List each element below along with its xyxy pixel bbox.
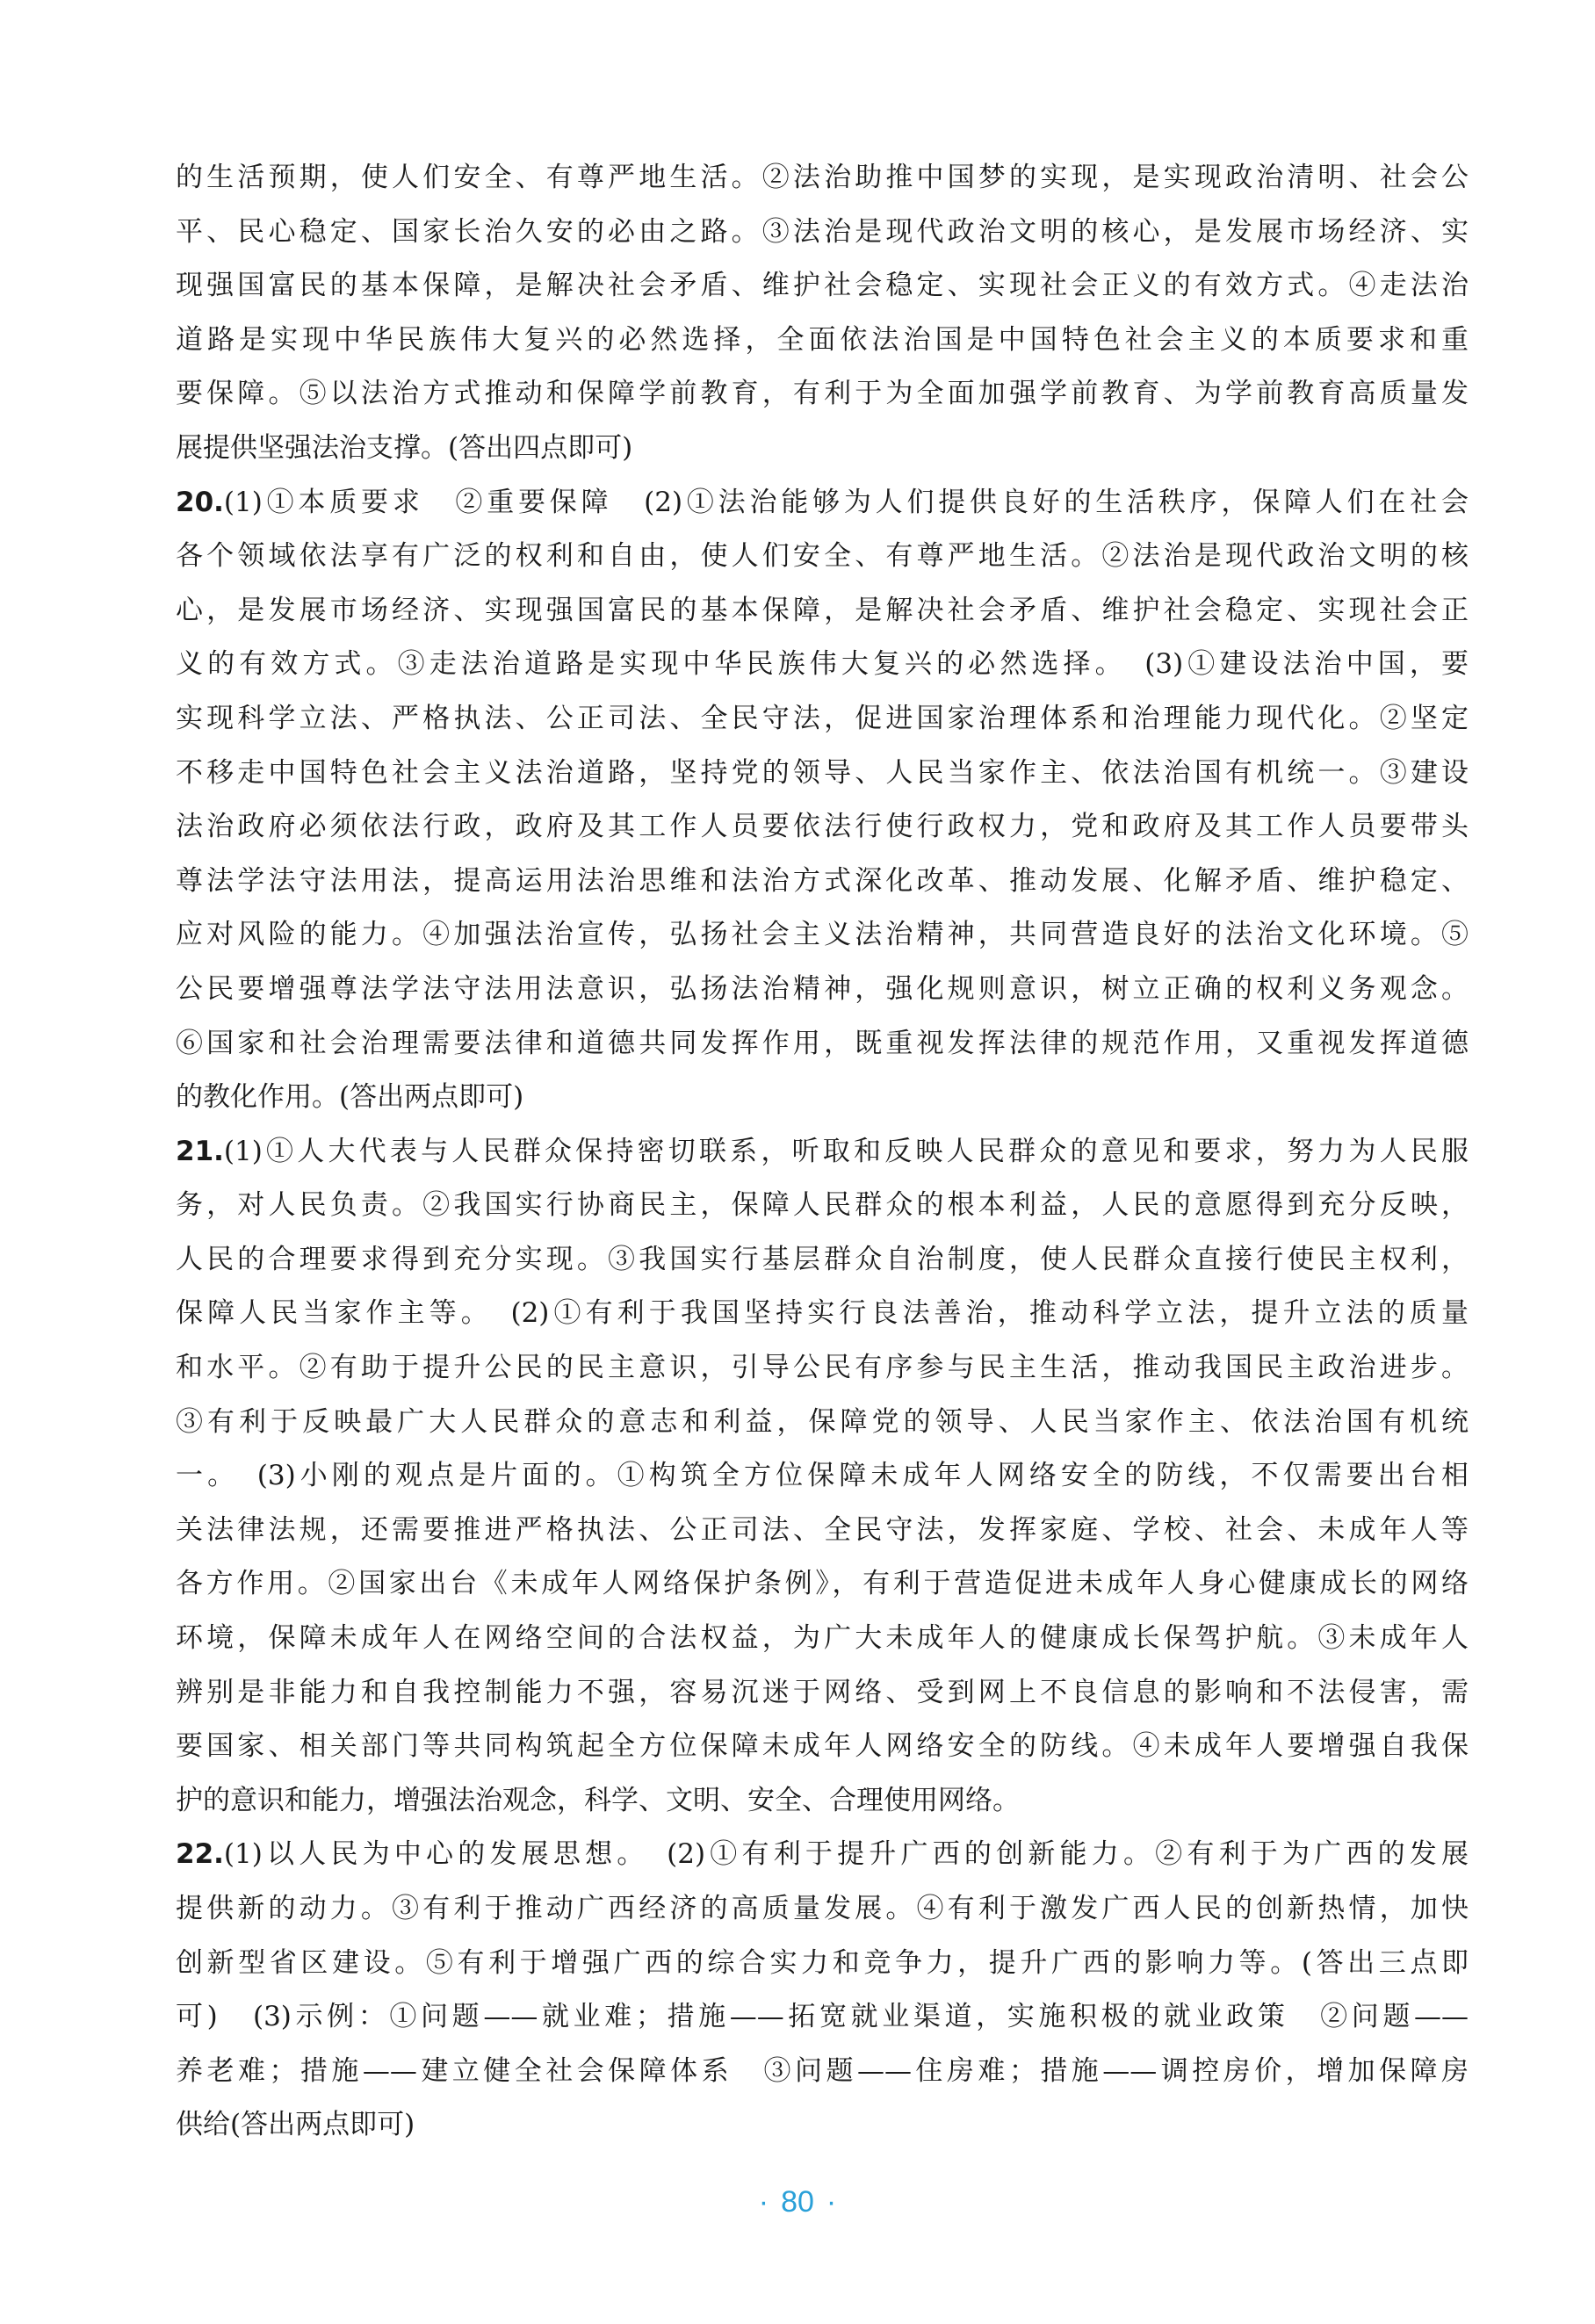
text-line: 不移走中国特色社会主义法治道路，坚持党的领导、人民当家作主、依法治国有机统一。③建设 [176,756,1469,789]
text-line: 一。 (3)小刚的观点是片面的。①构筑全方位保障未成年人网络安全的防线，不仅需要出台相 [176,1460,1469,1492]
text-line: (1)①本质要求 ②重要保障 (2)①法治能够为人们提供良好的生活秩序，保障人们在社会 [223,486,1469,518]
text-line: 道路是实现中华民族伟大复兴的必然选择，全面依法治国是中国特色社会主义的本质要求和重 [176,323,1469,356]
page-footer [0,2185,1595,2219]
text-line: ⑥国家和社会治理需要法律和道德共同发挥作用，既重视发挥法律的规范作用，又重视发挥道德 [176,1027,1469,1059]
text-line: 公民要增强尊法学法守法用法意识，弘扬法治精神，强化规则意识，树立正确的权利义务观念。 [176,972,1469,1005]
answer-text [176,151,1469,2153]
text-line: 平、民心稳定、国家长治久安的必由之路。③法治是现代政治文明的核心，是发展市场经济、实 [176,215,1469,248]
text-line: 要国家、相关部门等共同构筑起全方位保障未成年人网络安全的防线。④未成年人要增强自我保 [176,1730,1469,1763]
text-line: ③有利于反映最广大人民群众的意志和利益，保障党的领导、人民当家作主、依法治国有机统 [176,1405,1469,1438]
text-line: 的生活预期，使人们安全、有尊严地生活。②法治助推中国梦的实现，是实现政治清明、社会公 [176,162,1469,193]
text-line: 提供新的动力。③有利于推动广西经济的高质量发展。④有利于激发广西人民的创新热情，加快 [176,1893,1469,1924]
question-number-22: 22. [176,1838,224,1871]
text-line: 要保障。⑤以法治方式推动和保障学前教育，有利于为全面加强学前教育、为学前教育高质量发 [176,378,1469,410]
text-line: 应对风险的能力。④加强法治宣传，弘扬社会主义法治精神，共同营造良好的法治文化环境。⑤ [176,919,1469,951]
text-line: 现强国富民的基本保障，是解决社会矛盾、维护社会稳定、实现社会正义的有效方式。④走法治 [176,270,1469,302]
text-line: 尊法学法守法用法，提高运用法治思维和法治方式深化改革、推动发展、化解矛盾、维护稳定、 [176,864,1469,897]
text-line: 创新型省区建设。⑤有利于增强广西的综合实力和竞争力，提升广西的影响力等。(答出三点即 [176,1946,1469,1979]
text-line: 心，是发展市场经济、实现强国富民的基本保障，是解决社会矛盾、维护社会稳定、实现社会正 [176,594,1469,626]
text-line: 辨别是非能力和自我控制能力不强，容易沉迷于网络、受到网上不良信息的影响和不法侵害，需 [176,1676,1469,1708]
text-line: 可) (3)示例：①问题——就业难；措施——拓宽就业渠道，实施积极的就业政策 ②问题—— [176,2001,1469,2033]
text-line: 和水平。②有助于提升公民的民主意识，引导公民有序参与民主生活，推动我国民主政治进步。 [176,1352,1469,1384]
text-line: 展提供坚强法治支撑。(答出四点即可) [176,431,633,464]
text-line: 法治政府必须依法行政，政府及其工作人员要依法行使行政权力，党和政府及其工作人员要带头 [176,811,1469,843]
text-line: 各个领域依法享有广泛的权利和自由，使人们安全、有尊严地生活。②法治是现代政治文明的核 [176,540,1469,573]
text-line: 实现科学立法、严格执法、公正司法、全民守法，促进国家治理体系和治理能力现代化。②坚定 [176,702,1469,734]
text-line: 护的意识和能力，增强法治观念，科学、文明、安全、合理使用网络。 [176,1784,1020,1816]
footer-dot-right: · [826,2185,837,2219]
text-line: (1)以人民为中心的发展思想。 (2)①有利于提升广西的创新能力。②有利于为广西的发展 [223,1838,1469,1871]
text-line: (1)①人大代表与人民群众保持密切联系，听取和反映人民群众的意见和要求，努力为人民服 [223,1135,1469,1167]
question-21-first-line [176,1125,1469,1180]
text-line: 人民的合理要求得到充分实现。③我国实行基层群众自治制度，使人民群众直接行使民主权利， [176,1243,1469,1275]
text-line: 环境，保障未成年人在网络空间的合法权益，为广大未成年人的健康成长保驾护航。③未成年人 [176,1622,1469,1655]
text-line: 各方作用。②国家出台《未成年人网络保护条例》，有利于营造促进未成年人身心健康成长的网络 [176,1568,1469,1600]
text-line: 义的有效方式。③走法治道路是实现中华民族伟大复兴的必然选择。 (3)①建设法治中国，要 [176,648,1469,681]
text-line: 务，对人民负责。②我国实行协商民主，保障人民群众的根本利益，人民的意愿得到充分反映， [176,1189,1469,1222]
footer-dot-left: · [758,2185,769,2219]
question-number-20: 20. [176,486,224,518]
text-line: 养老难；措施——建立健全社会保障体系 ③问题——住房难；措施——调控房价，增加保障房 [176,2054,1469,2087]
page-number: 80 [781,2185,814,2219]
text-line: 关法律法规，还需要推进严格执法、公正司法、全民守法，发挥家庭、学校、社会、未成年人等 [176,1513,1469,1546]
text-line: 供给(答出两点即可) [176,2109,415,2141]
question-number-21: 21. [176,1135,224,1167]
text-line: 保障人民当家作主等。 (2)①有利于我国坚持实行良法善治，推动科学立法，提升立法的质量 [176,1297,1469,1330]
question-20-first-line [176,476,1469,530]
text-line: 的教化作用。(答出两点即可) [176,1081,524,1114]
question-22-first-line [176,1828,1469,1882]
